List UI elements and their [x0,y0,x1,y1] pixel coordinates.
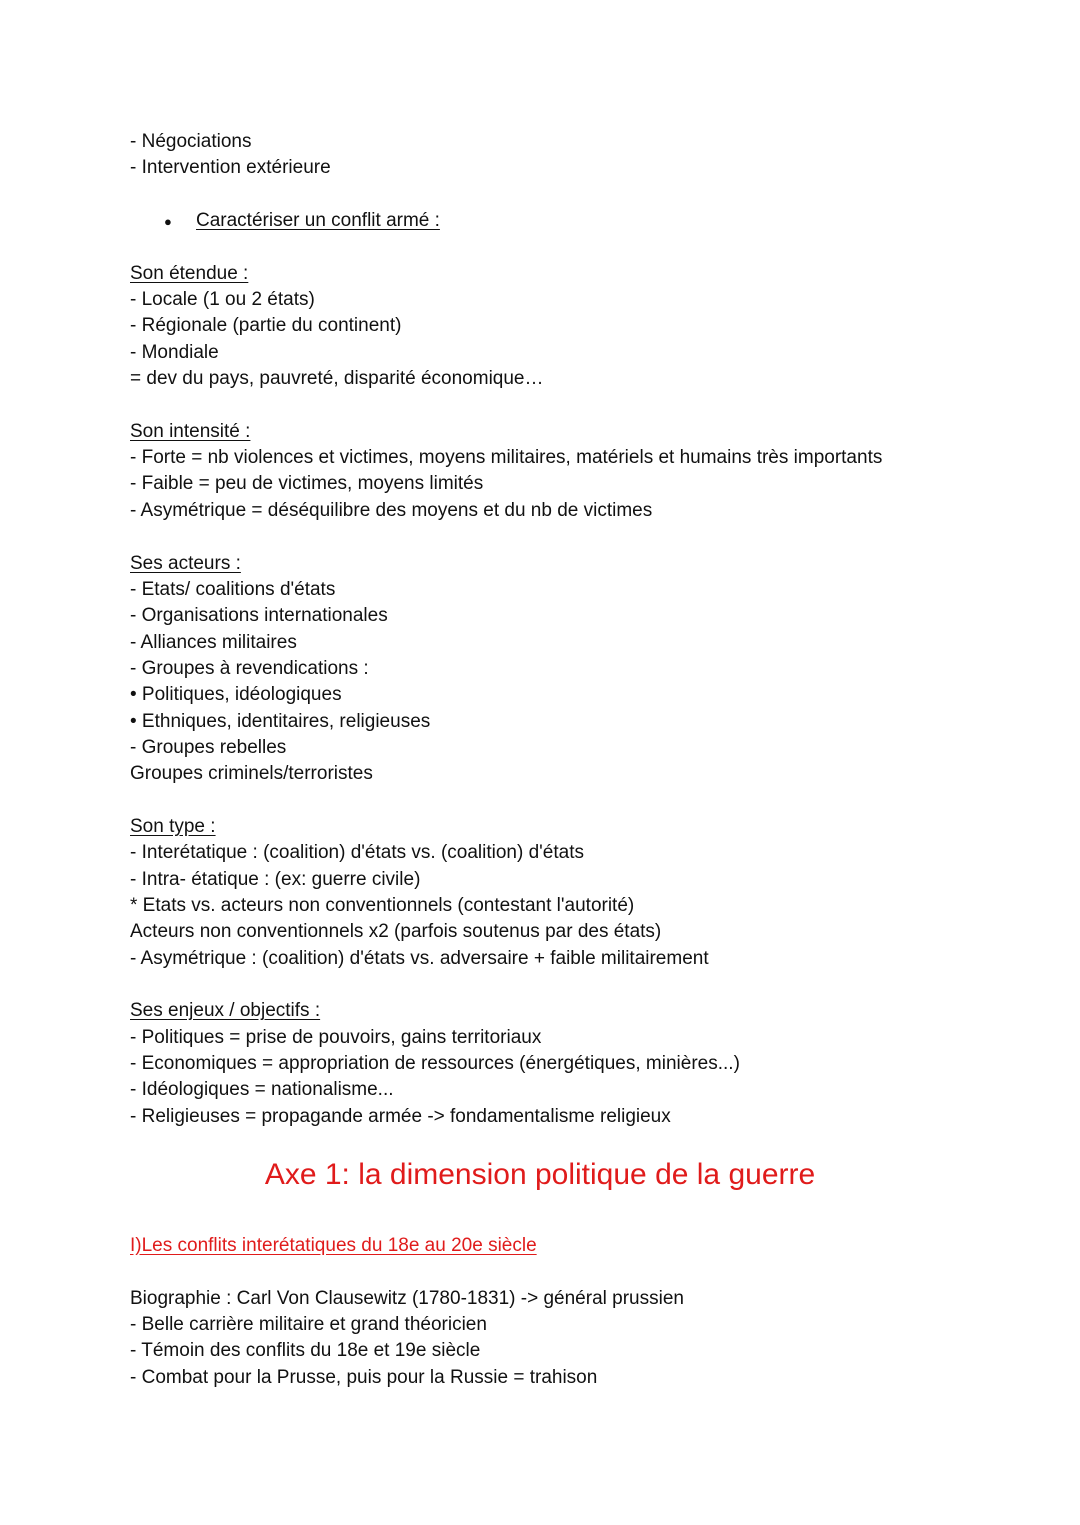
bullet-heading [130,208,980,234]
heading-text: Son intensité : [130,420,251,442]
text-line: - Négociations [130,131,252,152]
document-body [130,129,980,1130]
text-line: - Intra- étatique : (ex: guerre civile) [130,868,421,890]
subheading [130,419,980,445]
text-line: - Alliances militaires [130,631,297,653]
heading-text: Ses enjeux / objectifs : [130,1000,321,1022]
part-heading [130,1233,980,1259]
text-line: Biographie : Carl Von Clausewitz (1780-1831) -> général prussien [130,1287,684,1309]
text-line: - Religieuses = propagande armée -> fondamentalisme religieux [130,1105,671,1127]
heading-text: I)Les conflits interétatiques du 18e au 20e siècle [130,1235,537,1256]
text-line: - Politiques = prise de pouvoirs, gains territoriaux [130,1026,542,1048]
text-line: - Economiques = appropriation de ressources (énergétiques, minières...) [130,1053,740,1075]
text-line: = dev du pays, pauvreté, disparité économique… [130,368,544,390]
text-line: - Asymétrique : (coalition) d'états vs. adversaire + faible militairement [130,947,709,969]
text-line: - Forte = nb violences et victimes, moyens militaires, matériels et humains très importants [130,447,883,469]
text-line: - Groupes rebelles [130,736,287,758]
blank-line [130,182,980,208]
subheading [130,814,980,840]
text-line: - Etats/ coalitions d'états [130,578,336,600]
text-line: • Ethniques, identitaires, religieuses [130,710,431,732]
heading-text: Son étendue : [130,262,249,284]
blank-line [130,392,980,418]
section-title: Axe 1: la dimension politique de la guerre [264,1158,816,1191]
text-line: • Politiques, idéologiques [130,684,342,706]
text-line: - Combat pour la Prusse, puis pour la Russie = trahison [130,1366,598,1388]
text-line: - Témoin des conflits du 18e et 19e siècle [130,1340,481,1362]
text-line: - Idéologiques = nationalisme... [130,1079,394,1101]
text-line: - Intervention extérieure [130,157,331,179]
text-line: - Groupes à revendications : [130,657,369,679]
text-line: - Organisations internationales [130,605,388,627]
blank-line [130,1259,980,1285]
bullet-heading-text: Caractériser un conflit armé : [196,210,440,232]
text-line: * Etats vs. acteurs non conventionnels (contestant l'autorité) [130,894,635,916]
blank-line [130,972,980,998]
text-line: - Mondiale [130,341,219,363]
text-line: - Belle carrière militaire et grand théoricien [130,1314,487,1336]
text-line: Groupes criminels/terroristes [130,763,373,785]
subheading [130,998,980,1024]
heading-text: Son type : [130,815,216,837]
heading-text: Ses acteurs : [130,552,241,574]
text-line: - Locale (1 ou 2 états) [130,289,315,311]
document-part-2 [130,1233,980,1391]
blank-line [130,234,980,260]
text-line: - Régionale (partie du continent) [130,315,402,337]
text-line: - Asymétrique = déséquilibre des moyens et du nb de victimes [130,499,653,521]
bullet-icon: ● [164,214,172,230]
subheading [130,551,980,577]
text-line: - Interétatique : (coalition) d'états vs. (coalition) d'états [130,842,584,864]
blank-line [130,524,980,550]
text-line: - Faible = peu de victimes, moyens limités [130,473,484,495]
blank-line [130,788,980,814]
text-line: Acteurs non conventionnels x2 (parfois soutenus par des états) [130,921,662,943]
subheading [130,261,980,287]
